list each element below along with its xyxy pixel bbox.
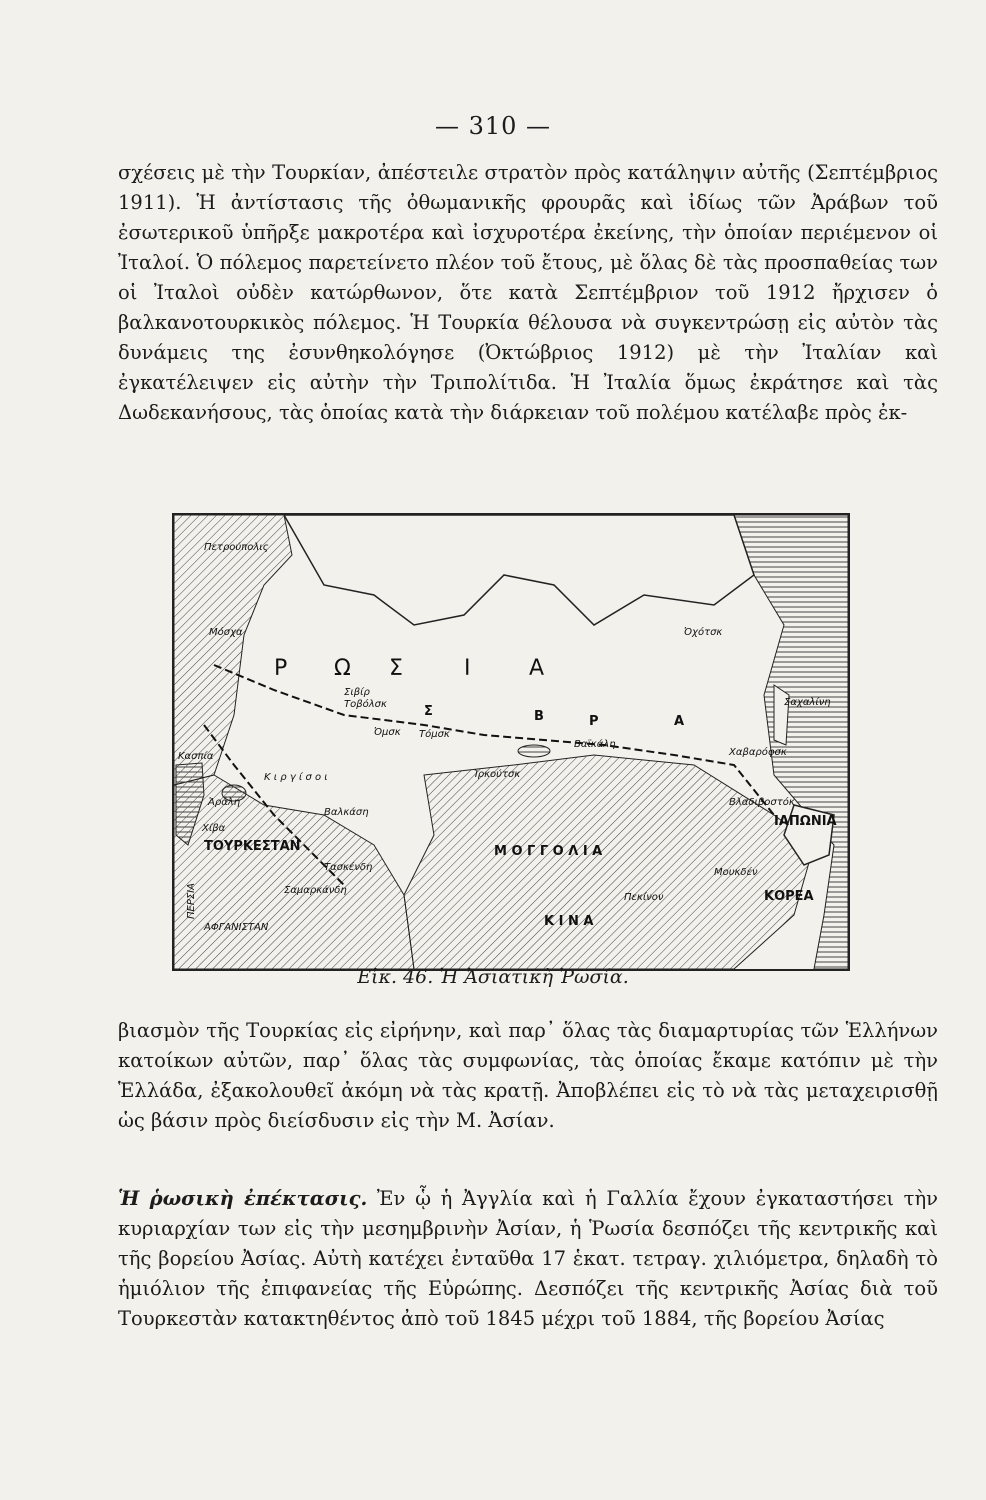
map-label-sakhalin: Σαχαλίνη	[784, 697, 831, 708]
russia-europe-region	[174, 515, 292, 785]
map-label-china: Κ Ι Ν Α	[544, 914, 594, 929]
map-label-moscow: Μόσχα	[209, 627, 243, 638]
map-label-russia-i: Ι	[464, 656, 477, 681]
map-label-baikal: Βαϊκάλη	[574, 739, 616, 750]
map-label-russia-a: Α	[529, 656, 551, 681]
map-figure	[172, 513, 850, 971]
map-label-irkutsk: Ἰρκούτσκ	[474, 769, 521, 780]
arctic-coast	[284, 515, 754, 625]
map-label-sibir: Σιβίρ	[344, 687, 370, 698]
map-label-tomsk: Τόμσκ	[419, 729, 450, 740]
map-label-siberia-b: Β	[534, 709, 544, 724]
map-label-balkhash: Βαλκάση	[324, 807, 369, 818]
mongolia-china-region	[404, 755, 814, 969]
map-label-mongolia: Μ Ο Γ Γ Ο Λ Ι Α	[494, 844, 603, 859]
paragraph-bottom: βιασμὸν τῆς Τουρκίας εἰς εἰρήνην, καὶ παρ᾽ ὅλας τὰς διαμαρτυρίας τῶν Ἑλλήνων κατοίκων αὐτῶν, παρ᾽ ὅλας τὰς συμφωνίας, τὰς ὁποίας ἔκαμε κατόπιν μὲ τὴν Ἑλλάδα, ἐξακολουθεῖ ἀκόμη νὰ τὰς κρατῇ. Ἀποβλέπει εἰς τὸ νὰ τὰς μεταχειρισθῇ ὡς βάσιν πρὸς διείσδυσιν εἰς τὴν Μ. Ἀσίαν.	[118, 1019, 938, 1132]
map-label-siberia-r: Ρ	[589, 714, 599, 729]
map-label-mukden: Μουκδέν	[714, 867, 758, 878]
map-label-russia-s: Σ	[389, 656, 409, 681]
section-heading: Ἡ ῥωσικὴ ἐπέκτασις.	[118, 1187, 368, 1210]
map-label-turkestan: ΤΟΥΡΚΕΣΤΑΝ	[204, 839, 301, 854]
figure-caption: Εἰκ. 46. Ἡ Ἀσιατικὴ Ῥωσία.	[357, 966, 629, 988]
page-number: — 310 —	[434, 112, 552, 140]
map-label-persia: ΠΕΡΣΙΑ	[186, 883, 197, 919]
baikal-lake	[518, 745, 550, 757]
section-body: Ἐν ᾧ ἡ Ἀγγλία καὶ ἡ Γαλλία ἔχουν ἐγκαταστήσει τὴν κυριαρχίαν των εἰς τὴν μεσημβρινὴν Ἀσίαν, ἡ Ῥωσία δεσπόζει τῆς κεντρικῆς καὶ τῆς βορείου Ἀσίας. Αὐτὴ κατέχει ἐνταῦθα 17 ἑκατ. τετραγ. χιλιόμετρα, δηλαδὴ τὸ ἡμιόλιον τῆς ἐπιφανείας τῆς Εὐρώπης. Δεσπόζει τῆς κεντρικῆς Ἀσίας διὰ τοῦ Τουρκεστὰν κατακτηθέντος ἀπὸ τοῦ 1845 μέχρι τοῦ 1884, τῆς βορείου Ἀσίας	[118, 1187, 938, 1330]
map-label-siberia: Σ	[424, 704, 433, 719]
map-label-kirgiz: Κ ι ρ γ ί σ ο ι	[264, 772, 328, 783]
paragraph-top: σχέσεις μὲ τὴν Τουρκίαν, ἀπέστειλε στρατὸν πρὸς κατάληψιν αὐτῆς (Σεπτέμβριος 1911). Ἡ ἀντίστασις τῆς ὀθωμανικῆς φρουρᾶς καὶ ἰδίως τῶν Ἀράβων τοῦ ἐσωτερικοῦ ὑπῆρξε μακροτέρα καὶ ἰσχυροτέρα ἐκείνης, τὴν ὁποίαν περιέμενον οἱ Ἰταλοί. Ὁ πόλεμος παρετείνετο πλέον τοῦ ἔτους, μὲ ὅλας δὲ τὰς προσπαθείας των οἱ Ἰταλοὶ οὐδὲν κατώρθωνον, ὅτε κατὰ Σεπτέμβριον τοῦ 1912 ἤρχισεν ὁ βαλκανοτουρκικὸς πόλεμος. Ἡ Τουρκία θέλουσα νὰ συγκεντρώσῃ εἰς αὐτὸν τὰς δυνάμεις της ἐσυνθηκολόγησε (Ὀκτώβριος 1912) μὲ τὴν Ἰταλίαν καὶ ἐγκατέλειψεν εἰς αὐτὴν τὴν Τριπολίτιδα. Ἡ Ἰταλία ὅμως ἐκράτησε καὶ τὰς Δωδεκανήσους, τὰς ὁποίας κατὰ τὴν διάρκειαν τοῦ πολέμου κατέλαβε πρὸς ἐκ-	[118, 161, 938, 424]
map-label-petersburg: Πετρούπολις	[204, 542, 269, 553]
map-label-peking: Πεκίνον	[624, 892, 664, 903]
map-label-aral: Ἀράλη	[208, 797, 241, 808]
map-label-omsk: Ὀμσκ	[374, 727, 401, 738]
map-label-tashkent: Τασκένδη	[324, 862, 373, 873]
map-label-khabarovsk: Χαβαρόφσκ	[729, 747, 787, 758]
map-label-siberia-a: Α	[674, 714, 685, 729]
sakhalin-island	[774, 685, 789, 745]
map-label-russia-o: Ω	[334, 656, 357, 681]
map-label-okhotsk: Ὀχότσκ	[684, 627, 723, 638]
map-label-caspian: Κασπία	[178, 751, 214, 762]
map-label-korea: ΚΟΡΕΑ	[764, 889, 814, 904]
map-label-russia-r: Ρ	[274, 656, 294, 681]
map-label-khiva: Χίβα	[202, 823, 226, 834]
map-label-tobolsk: Τοβόλσκ	[344, 699, 387, 710]
asiatic-russia-map	[174, 515, 848, 969]
paragraph-russian-expansion	[118, 1184, 938, 1334]
map-label-japan: ΙΑΠΩΝΙΑ	[774, 814, 837, 829]
map-label-vladivostok: Βλαδιβοστόκ	[729, 797, 795, 808]
map-label-samarkand: Σαμαρκάνδη	[284, 885, 347, 896]
map-label-afghanistan: ΑΦΓΑΝΙΣΤΑΝ	[204, 922, 269, 933]
